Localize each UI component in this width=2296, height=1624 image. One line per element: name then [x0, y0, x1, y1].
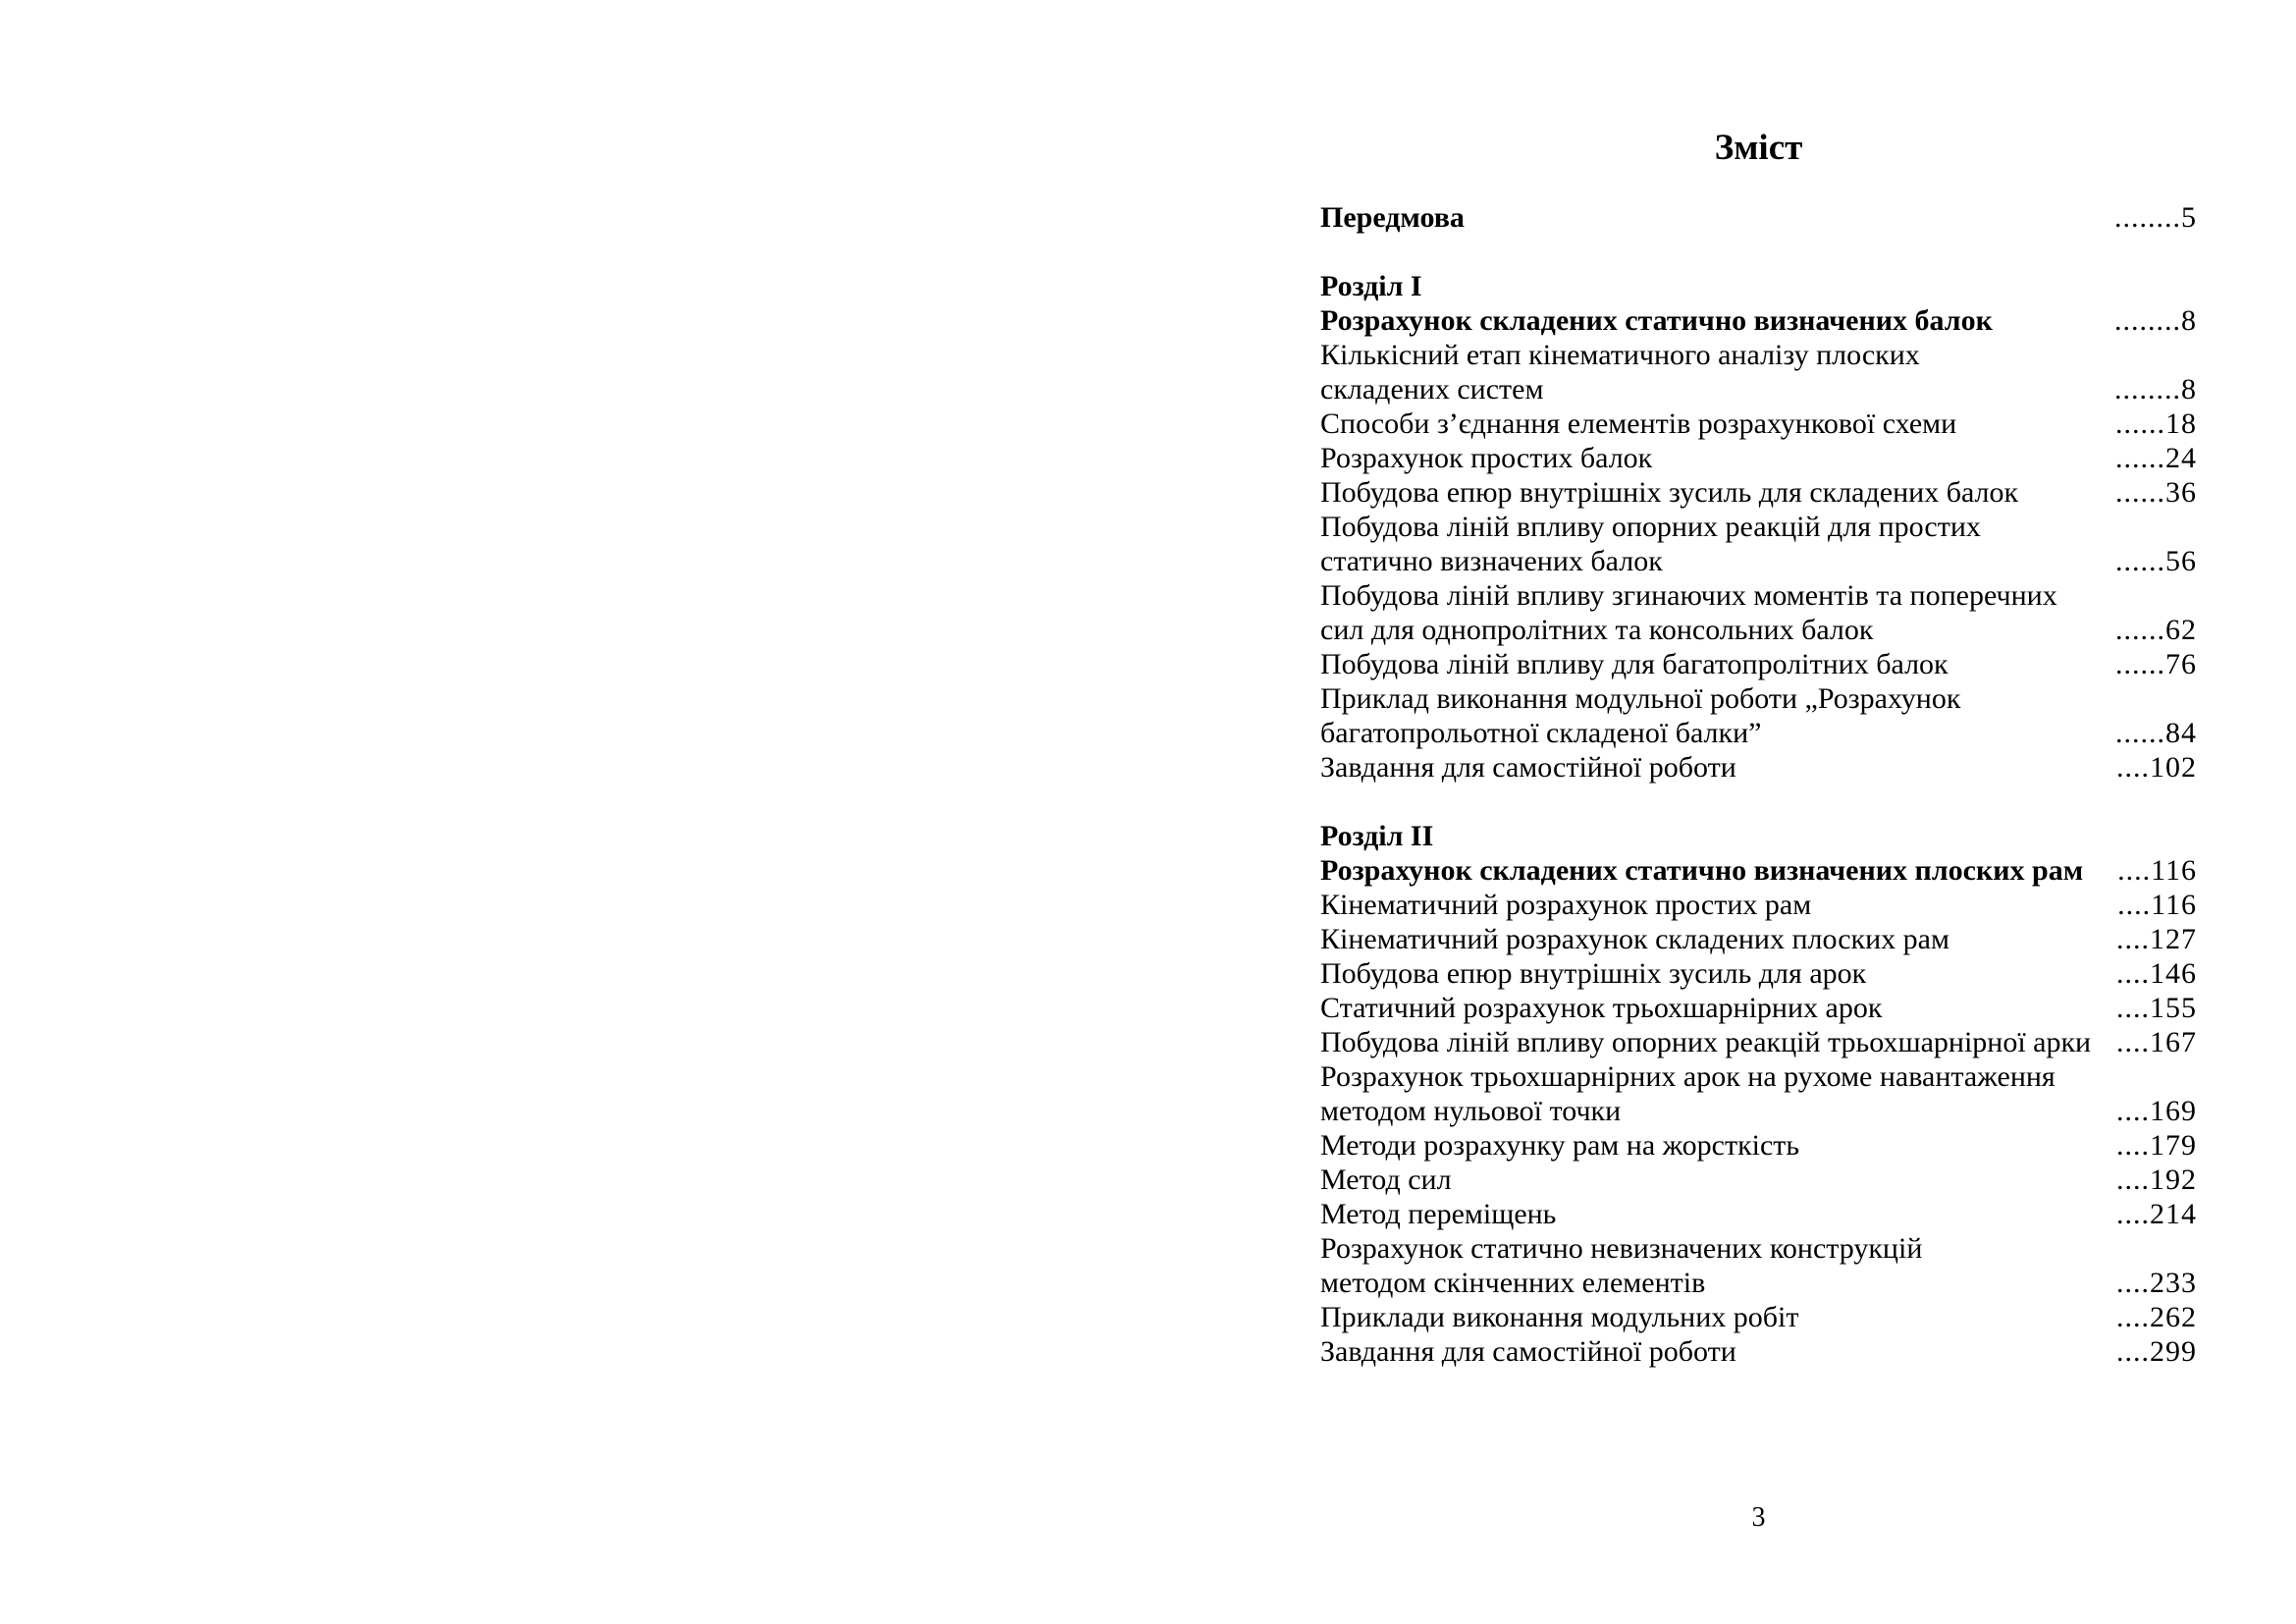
toc-line [1320, 819, 2197, 853]
toc-line [1320, 681, 2197, 716]
toc-line [1320, 647, 2197, 681]
toc-entry-page: ......76 [2115, 648, 2197, 680]
toc-entry-page: ......24 [2115, 442, 2197, 474]
toc-entry-page: ....299 [2116, 1335, 2197, 1368]
toc-line [1320, 750, 2197, 785]
table-of-contents [1320, 200, 2197, 1369]
toc-entry-page: ....116 [2117, 889, 2197, 921]
toc-line [1320, 1231, 2197, 1266]
toc-entry-label: Побудова ліній впливу для багатопролітних балок [1320, 648, 1949, 680]
toc-line [1320, 1094, 2197, 1128]
toc-entry-label: Побудова епюр внутрішніх зусиль для арок [1320, 957, 1867, 990]
toc-entry-label: Статичний розрахунок трьохшарнірних арок [1320, 992, 1883, 1024]
toc-entry-label: Передмова [1320, 201, 1465, 234]
toc-entry-label: складених систем [1320, 373, 1544, 406]
toc-entry-page: ........8 [2114, 373, 2197, 406]
toc-spacer [1320, 235, 2197, 269]
toc-line [1320, 544, 2197, 578]
toc-entry-page: ....233 [2116, 1267, 2197, 1299]
toc-entry-page: ......18 [2115, 407, 2197, 440]
toc-line [1320, 338, 2197, 372]
toc-entry-page: ....127 [2116, 923, 2197, 955]
toc-entry-label: Побудова ліній впливу опорних реакцій трьохшарнірної арки [1320, 1026, 2092, 1058]
toc-spacer [1320, 785, 2197, 819]
toc-entry-label: Кінематичний розрахунок складених плоских рам [1320, 923, 1949, 955]
toc-line [1320, 1025, 2197, 1059]
toc-line [1320, 1266, 2197, 1300]
toc-entry-label: методом скінченних елементів [1320, 1267, 1706, 1299]
toc-line [1320, 1128, 2197, 1163]
toc-entry-label: Розділ II [1320, 820, 1434, 852]
toc-entry-label: методом нульової точки [1320, 1095, 1622, 1127]
toc-line [1320, 1197, 2197, 1231]
toc-line [1320, 303, 2197, 338]
toc-line [1320, 578, 2197, 613]
toc-line [1320, 372, 2197, 406]
toc-entry-label: Завдання для самостійної роботи [1320, 1335, 1736, 1368]
toc-entry-label: Завдання для самостійної роботи [1320, 751, 1736, 784]
toc-line [1320, 991, 2197, 1025]
toc-entry-page: ......36 [2115, 476, 2197, 509]
toc-entry-label: Приклад виконання модульної роботи „Розрахунок [1320, 682, 1961, 715]
toc-line [1320, 956, 2197, 991]
toc-line [1320, 888, 2197, 922]
toc-line [1320, 922, 2197, 956]
toc-entry-label: Кількісний етап кінематичного аналізу плоских [1320, 339, 1920, 371]
toc-line [1320, 200, 2197, 235]
toc-entry-page: ......84 [2115, 717, 2197, 749]
toc-entry-label: Приклади виконання модульних робіт [1320, 1301, 1799, 1333]
toc-entry-page: ........5 [2114, 201, 2197, 234]
toc-entry-label: Розрахунок трьохшарнірних арок на рухоме навантаження [1320, 1060, 2056, 1093]
toc-entry-label: Побудова епюр внутрішніх зусиль для складених балок [1320, 476, 2019, 509]
toc-entry-label: Методи розрахунку рам на жорсткість [1320, 1129, 1800, 1162]
toc-line [1320, 269, 2197, 303]
page-number: 3 [1751, 1502, 1766, 1533]
toc-entry-label: Способи з’єднання елементів розрахункової схеми [1320, 407, 1957, 440]
toc-entry-page: ......56 [2115, 545, 2197, 577]
page-title: Зміст [1714, 128, 1803, 168]
toc-line [1320, 1300, 2197, 1334]
toc-entry-page: ......62 [2115, 614, 2197, 646]
toc-entry-page: ....167 [2116, 1026, 2197, 1058]
toc-line [1320, 406, 2197, 441]
toc-line [1320, 475, 2197, 510]
toc-line [1320, 441, 2197, 475]
toc-entry-label: багатопрольотної складеної балки” [1320, 717, 1762, 749]
toc-line [1320, 853, 2197, 888]
toc-entry-label: Розрахунок статично невизначених конструкцій [1320, 1232, 1923, 1265]
toc-entry-label: Побудова ліній впливу згинаючих моментів та поперечних [1320, 579, 2057, 612]
toc-entry-page: ....116 [2117, 854, 2197, 887]
toc-entry-page: ....192 [2116, 1164, 2197, 1196]
toc-line [1320, 1334, 2197, 1369]
toc-entry-label: Розрахунок складених статично визначених балок [1320, 304, 1993, 337]
toc-entry-page: ....146 [2116, 957, 2197, 990]
toc-line [1320, 510, 2197, 544]
toc-line [1320, 716, 2197, 750]
toc-entry-label: Метод переміщень [1320, 1198, 1557, 1230]
toc-entry-label: Розрахунок складених статично визначених плоских рам [1320, 854, 2084, 887]
toc-entry-label: статично визначених балок [1320, 545, 1663, 577]
toc-entry-page: ....102 [2116, 751, 2197, 784]
toc-entry-page: ....262 [2116, 1301, 2197, 1333]
toc-entry-page: ....179 [2116, 1129, 2197, 1162]
toc-entry-label: Метод сил [1320, 1164, 1452, 1196]
toc-line [1320, 1163, 2197, 1197]
toc-entry-page: ....169 [2116, 1095, 2197, 1127]
toc-entry-label: сил для однопролітних та консольних балок [1320, 614, 1874, 646]
toc-entry-page: ........8 [2114, 304, 2197, 337]
toc-entry-page: ....214 [2116, 1198, 2197, 1230]
toc-entry-page: ....155 [2116, 992, 2197, 1024]
toc-entry-label: Побудова ліній впливу опорних реакцій для простих [1320, 511, 1981, 543]
toc-entry-label: Розрахунок простих балок [1320, 442, 1653, 474]
toc-entry-label: Розділ I [1320, 270, 1422, 302]
toc-entry-label: Кінематичний розрахунок простих рам [1320, 889, 1812, 921]
toc-line [1320, 613, 2197, 647]
toc-line [1320, 1059, 2197, 1094]
